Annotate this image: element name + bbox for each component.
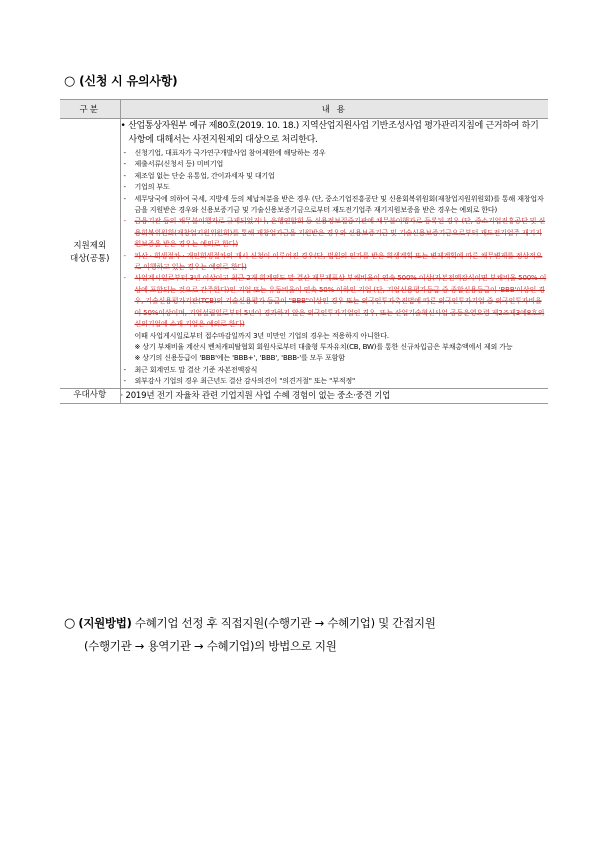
- method-text: 수혜기업 선정 후 직접지원(수행기관 → 수혜기업) 및 간접지원: [131, 616, 436, 630]
- method-line-2: (수행기관 → 용역기관 → 수혜기업)의 방법으로 지원: [84, 639, 337, 653]
- table-row: [60, 119, 548, 389]
- method-label: (지원방법): [78, 616, 132, 630]
- header-category: 구분: [60, 100, 120, 119]
- note-item: ※ 상기 부채비율 계산시 벤처캐피탈협회 회원사로부터 대출형 투자유치(CB, BW)를 통한 신규차입금은 부채총액에서 제외 가능: [134, 342, 513, 351]
- list-item: - 신청기업, 대표자가 국가연구개발사업 참여제한에 해당하는 경우: [123, 149, 326, 157]
- category-line: 지원제외: [73, 241, 107, 252]
- section-title: [64, 72, 177, 89]
- section-title-text: (신청 시 유의사항): [79, 74, 178, 88]
- circle-bullet-icon: ○: [64, 74, 76, 89]
- after-text: 이때 사업게시일로부터 접수마감일까지 3년 미만인 기업의 경우는 적용하지 아니한다.: [134, 331, 389, 340]
- list-item: - 기업의 부도: [123, 183, 170, 192]
- list-item: - 외부감사 기업의 경우 최근년도 결산 감사의견이 "의견거절" 또는 "부적정": [123, 377, 356, 386]
- content-cell: [120, 119, 548, 389]
- header-content: 내 용: [120, 100, 548, 119]
- list-item: - 제조업 없는 단순 유통업, 간이과세자 및 대기업: [123, 171, 275, 180]
- category-line: 대상(공통): [70, 254, 110, 265]
- category-cell: [60, 119, 120, 389]
- method-line-1: [64, 612, 544, 635]
- list-item: - 세무당국에 의하여 국세, 지방세 등의 체납처분을 받은 경우 (단, 중소기업진흥공단 및 신용회복위원회(재창업지원위원회)를 통해 재창업자금을 지원받은 경우와 신용보증기금 및 기술신용보증기금으로부터 재도전기업주 재기지원보증을 받은 경우는 예외로 한다): [123, 194, 544, 215]
- notes-table: [60, 99, 548, 404]
- main-text: • 산업통상자원부 예규 제80호(2019. 10. 18.) 지역산업지원사업 기반조성사업 평가관리지침에 근거하여 하기 사항에 대해서는 사전지원제외 대상으로 처리한다.: [120, 121, 539, 145]
- final-list: [121, 365, 549, 388]
- list-item: - 최근 회계연도 말 결산 기준 자본전액잠식: [123, 365, 258, 374]
- list-item-struck: - 금융기관 등의 채무불이행자로 규제되었거나, 은행연합회 등 신용정보집중기관에 채무불이행자로 등록된 경우 (단, 중소기업진흥공단 및 신용회복위원회(재창업지원위원회)를 통해 재창업자금을 지원받은 경우와 신용보증기금 및 기술신용보증기금으로부터 재도전기업주 재기지원보증을 받은 경우는 예외로 한다): [123, 217, 546, 249]
- list-item-struck: - 사업계시일로부터 3년 이상이고 최근 2개 회계연도 말 결산 재무제표상 부채비율이 연속 500% 이상(자본전액잠식이면 부채비율 500% 이상에 포함되는 것으로 간주한다)인 기업 또는 유동비율이 연속 50% 이하인 기업 (단, 기업신용평가등급 중 종합신용등급이 'BBB'이상인 경우, 기술신용평가기관(TCB)의 기술신용평가 등급이 "BBB"이상인 경우 또는 외국인투자촉진법에 따른 외국인투자기업 중 외국인투자비율이 50%이상이며, 기업설립일로부터 5년이 경과하지 않은 외국인투자기업인 경우, 또는 산업기술혁신사업 공동운영요령 제2조제3에8호의 신의기업에 소재 기업은 예외로 한다): [123, 274, 547, 329]
- category-cell: 우대사항: [60, 388, 120, 403]
- table-header-row: [60, 100, 548, 119]
- note-item: ※ 상기의 신용등급이 'BBB'에는 'BBB+', 'BBB', 'BBB-'를 모두 포함함: [134, 354, 345, 363]
- list-item: - 제출서류(신청서 등) 미비기업: [123, 160, 224, 169]
- table-row: [60, 388, 548, 403]
- preference-content: · 2019년 전기 자율차 관련 기업지원 사업 수혜 경험이 없는 중소·중견 기업: [120, 388, 548, 403]
- circle-bullet-icon: ○: [64, 616, 76, 631]
- support-method: [64, 612, 544, 657]
- exclusion-list: [121, 148, 549, 331]
- list-item-struck: - 파산 · 회생절차 · 개인회생절차의 개시 신청이 이루어진 경우(단, 법원의 인가를 받은 회생계획 또는 변제계획에 따른 채무변제를 정상적으로 이행하고 있는 경우는 예외로 한다): [123, 251, 543, 272]
